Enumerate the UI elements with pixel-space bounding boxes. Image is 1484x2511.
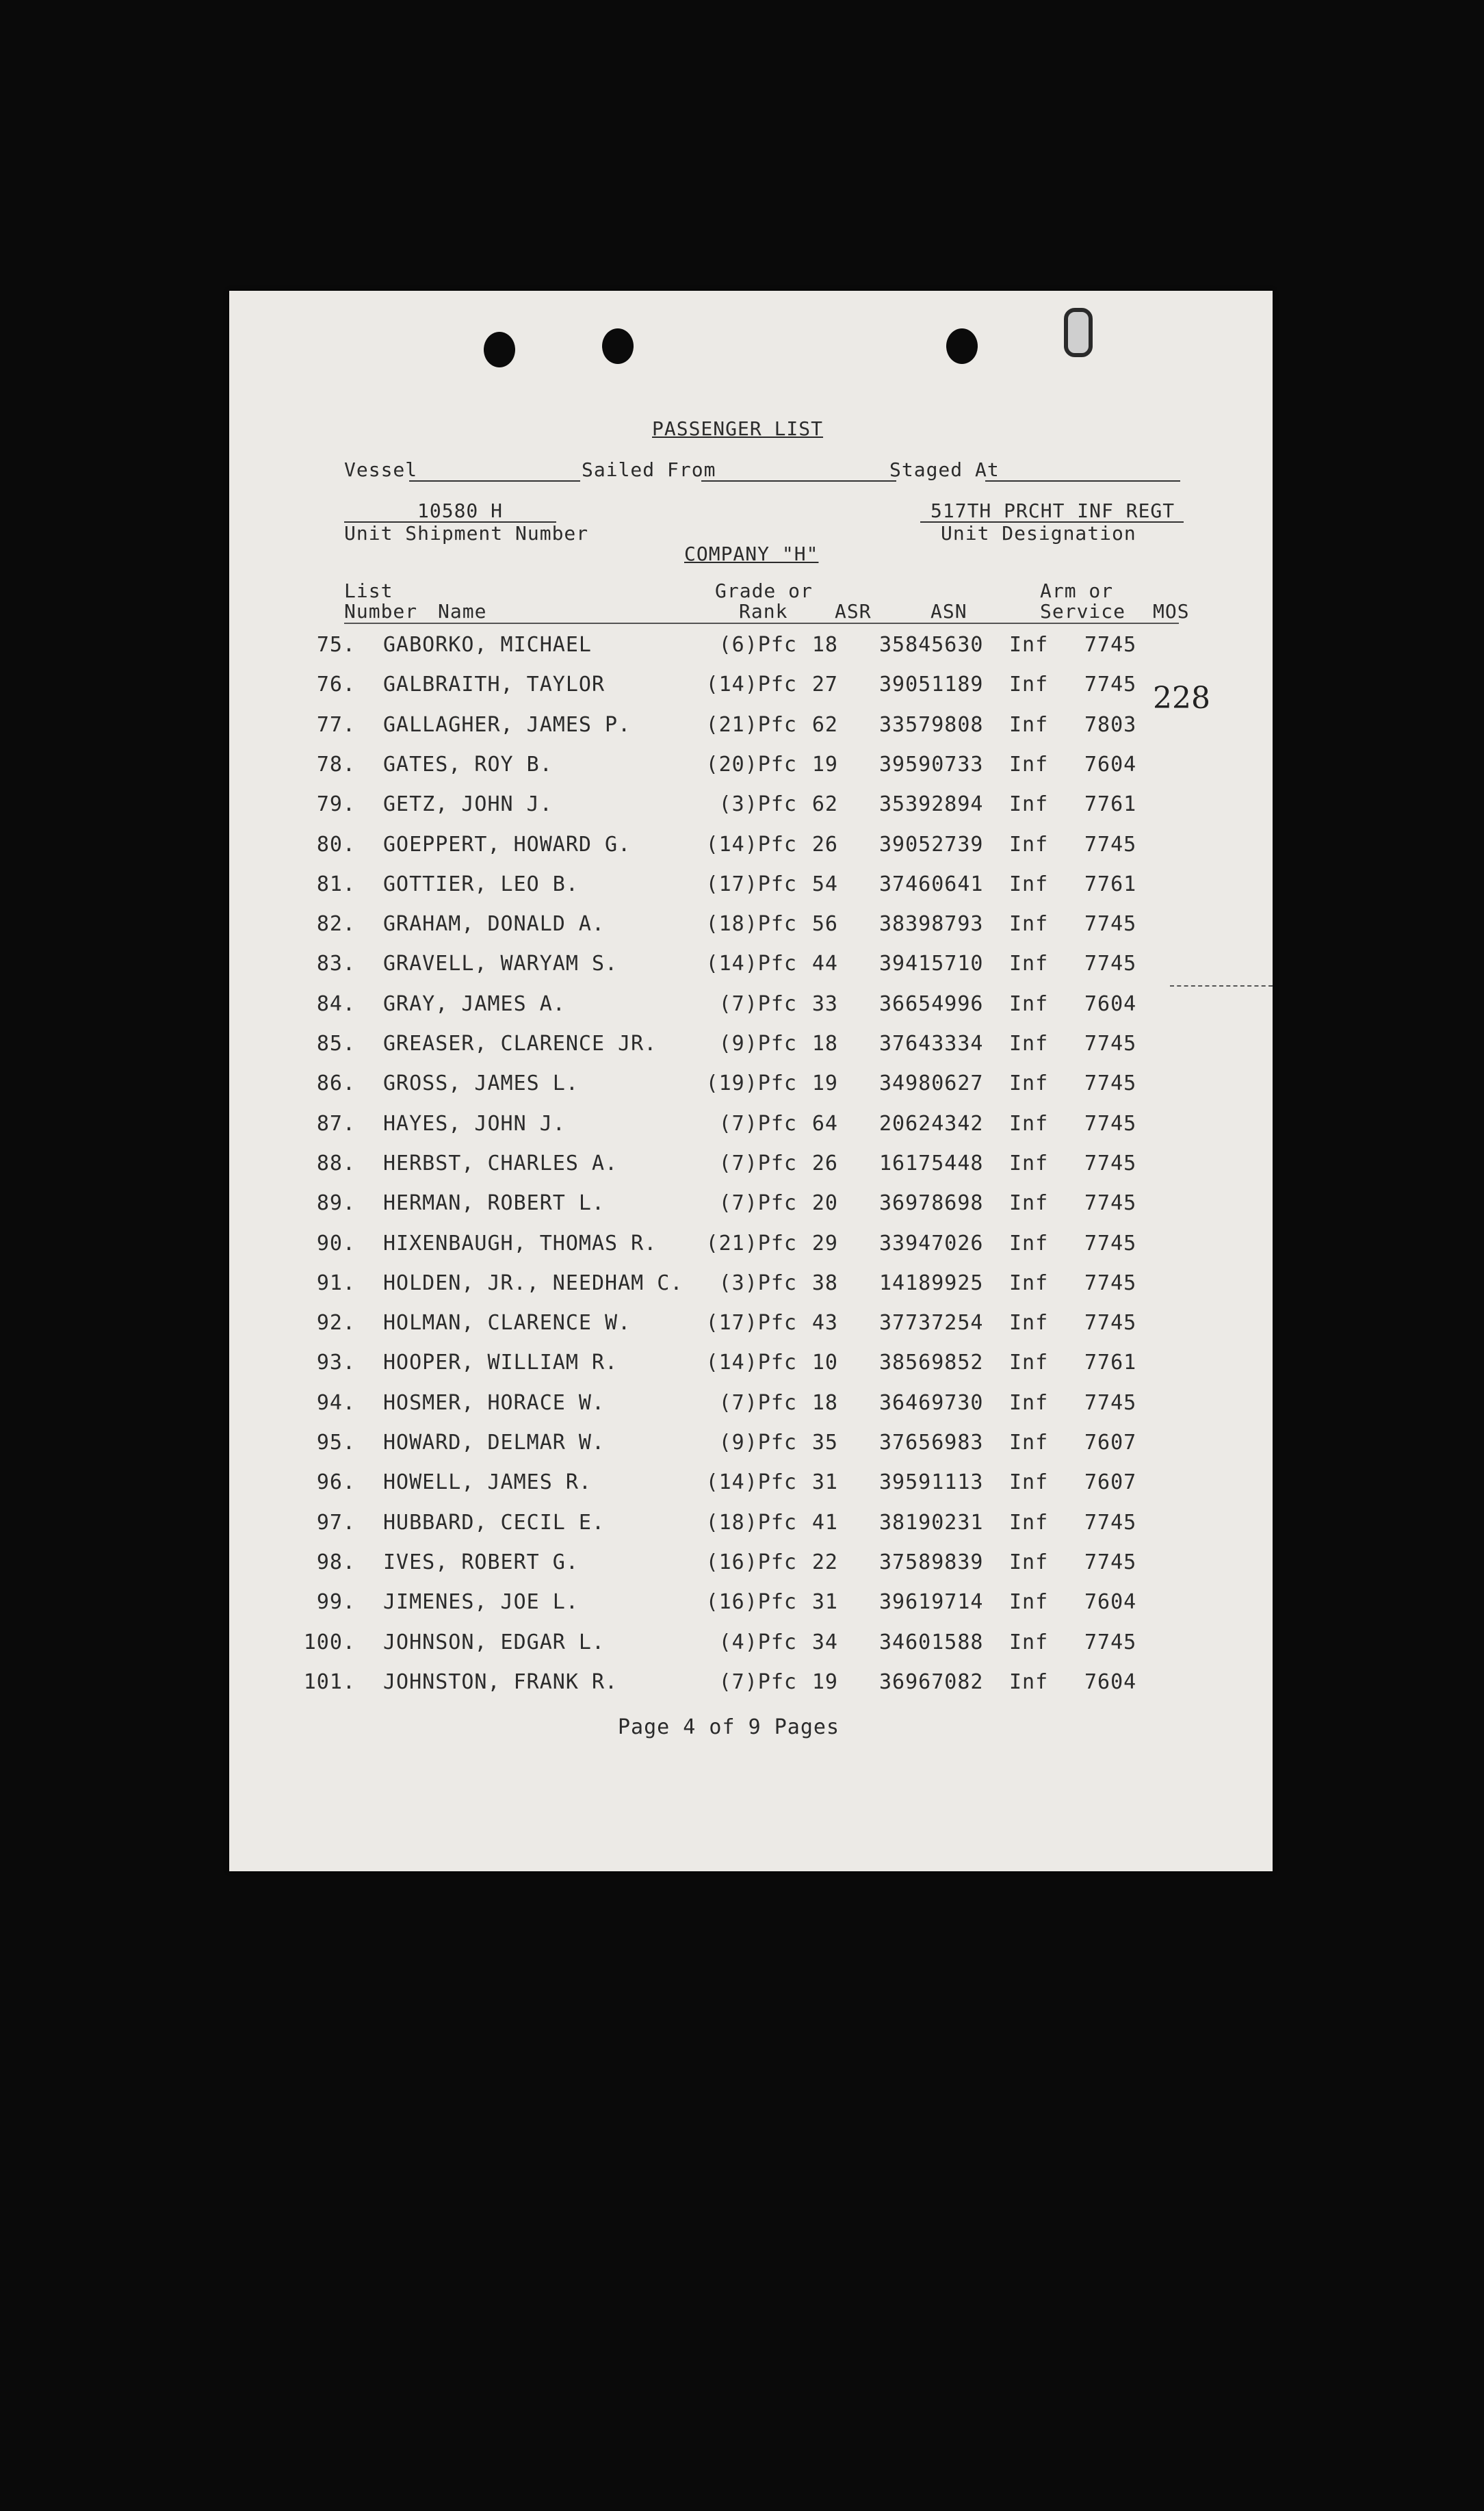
cell-mos: 7607	[1084, 1470, 1137, 1495]
cell-arm: Inf	[1009, 872, 1049, 896]
cell-asr: 20	[811, 1191, 838, 1216]
cell-rank: (7)Pfc	[718, 1390, 797, 1415]
cell-mos: 7745	[1084, 1191, 1137, 1216]
cell-name: GALLAGHER, JAMES P.	[383, 712, 632, 737]
cell-name: HIXENBAUGH, THOMAS R.	[383, 1231, 658, 1256]
cell-rank: (18)Pfc	[705, 912, 797, 937]
page-title: PASSENGER LIST	[652, 417, 824, 440]
cell-rank: (14)Pfc	[705, 1351, 797, 1375]
cell-arm: Inf	[1009, 1231, 1049, 1256]
staged-at-line	[985, 480, 1180, 482]
cell-arm: Inf	[1009, 991, 1049, 1016]
cell-asn: 38190231	[879, 1510, 984, 1535]
cell-arm: Inf	[1009, 712, 1049, 737]
vessel-label: Vessel	[344, 458, 418, 481]
cell-arm: Inf	[1009, 1111, 1049, 1136]
cell-name: HERMAN, ROBERT L.	[383, 1191, 606, 1216]
cell-mos: 7745	[1084, 673, 1137, 697]
cell-arm: Inf	[1009, 752, 1049, 777]
grade-header-bottom: Rank	[739, 600, 788, 623]
cell-asr: 31	[811, 1590, 838, 1615]
cell-mos: 7604	[1084, 991, 1137, 1016]
cell-rank: (7)Pfc	[718, 1191, 797, 1216]
unit-shipment-number: 10580 H	[417, 499, 504, 522]
cell-num: 94.	[316, 1390, 356, 1415]
cell-num: 95.	[316, 1431, 356, 1455]
cell-asr: 18	[811, 1032, 838, 1056]
cell-asr: 19	[811, 1669, 838, 1694]
cell-asr: 26	[811, 832, 838, 857]
cell-rank: (16)Pfc	[705, 1590, 797, 1615]
cell-asr: 33	[811, 991, 838, 1016]
cell-mos: 7607	[1084, 1431, 1137, 1455]
cell-arm: Inf	[1009, 1550, 1049, 1574]
cell-arm: Inf	[1009, 1151, 1049, 1175]
cell-name: JOHNSTON, FRANK R.	[383, 1669, 619, 1694]
page-footer: Page 4 of 9 Pages	[618, 1715, 840, 1739]
cell-asr: 62	[811, 792, 838, 817]
cell-asn: 38569852	[879, 1351, 984, 1375]
cell-asr: 31	[811, 1470, 838, 1495]
cell-mos: 7745	[1084, 952, 1137, 976]
cell-name: GATES, ROY B.	[383, 752, 553, 777]
cell-asn: 39591113	[879, 1470, 984, 1495]
punch-hole	[946, 328, 978, 364]
mos-header: MOS	[1153, 600, 1190, 623]
asn-header: ASN	[930, 600, 967, 623]
cell-arm: Inf	[1009, 1071, 1049, 1096]
cell-rank: (14)Pfc	[705, 952, 797, 976]
cell-asn: 35845630	[879, 633, 984, 657]
cell-arm: Inf	[1009, 952, 1049, 976]
cell-num: 93.	[316, 1351, 356, 1375]
cell-num: 86.	[316, 1071, 356, 1096]
cell-mos: 7761	[1084, 792, 1137, 817]
cell-num: 77.	[316, 712, 356, 737]
cell-name: GETZ, JOHN J.	[383, 792, 553, 817]
cell-rank: (9)Pfc	[718, 1431, 797, 1455]
cell-rank: (6)Pfc	[718, 633, 797, 657]
cell-arm: Inf	[1009, 633, 1049, 657]
cell-name: GRAHAM, DONALD A.	[383, 912, 606, 937]
cell-rank: (14)Pfc	[705, 832, 797, 857]
cell-asr: 19	[811, 1071, 838, 1096]
cell-name: HOLMAN, CLARENCE W.	[383, 1311, 632, 1336]
cell-asr: 19	[811, 752, 838, 777]
cell-rank: (7)Pfc	[718, 1111, 797, 1136]
grade-header-top: Grade or	[715, 580, 813, 602]
cell-rank: (4)Pfc	[718, 1630, 797, 1654]
cell-mos: 7745	[1084, 832, 1137, 857]
cell-name: HAYES, JOHN J.	[383, 1111, 566, 1136]
arm-header-bottom: Service	[1040, 600, 1126, 623]
cell-name: GABORKO, MICHAEL	[383, 633, 592, 657]
cell-name: JIMENES, JOE L.	[383, 1590, 579, 1615]
cell-asr: 54	[811, 872, 838, 896]
cell-asr: 10	[811, 1351, 838, 1375]
cell-asr: 41	[811, 1510, 838, 1535]
cell-name: HOLDEN, JR., NEEDHAM C.	[383, 1271, 684, 1295]
cell-rank: (19)Pfc	[705, 1071, 797, 1096]
cell-asn: 39619714	[879, 1590, 984, 1615]
cell-mos: 7745	[1084, 1071, 1137, 1096]
list-header-bottom: Number	[344, 600, 418, 623]
cell-rank: (9)Pfc	[718, 1032, 797, 1056]
cell-rank: (17)Pfc	[705, 1311, 797, 1336]
asr-header: ASR	[835, 600, 872, 623]
cell-asn: 33579808	[879, 712, 984, 737]
cell-arm: Inf	[1009, 1390, 1049, 1415]
cell-rank: (20)Pfc	[705, 752, 797, 777]
cell-num: 80.	[316, 832, 356, 857]
cell-asn: 37589839	[879, 1550, 984, 1574]
cell-mos: 7745	[1084, 1311, 1137, 1336]
cell-asn: 36469730	[879, 1390, 984, 1415]
cell-rank: (18)Pfc	[705, 1510, 797, 1535]
cell-num: 99.	[316, 1590, 356, 1615]
cell-name: JOHNSON, EDGAR L.	[383, 1630, 606, 1654]
cell-rank: (14)Pfc	[705, 673, 797, 697]
unit-designation-label: Unit Designation	[941, 522, 1136, 545]
cell-arm: Inf	[1009, 1431, 1049, 1455]
cell-mos: 7745	[1084, 1111, 1137, 1136]
cell-name: IVES, ROBERT G.	[383, 1550, 579, 1574]
cell-num: 85.	[316, 1032, 356, 1056]
cell-asn: 37737254	[879, 1311, 984, 1336]
cell-num: 101.	[303, 1669, 356, 1694]
cell-arm: Inf	[1009, 792, 1049, 817]
cell-name: GOTTIER, LEO B.	[383, 872, 579, 896]
cell-mos: 7745	[1084, 1231, 1137, 1256]
company-label: COMPANY "H"	[684, 543, 819, 565]
cell-name: GALBRAITH, TAYLOR	[383, 673, 606, 697]
cell-asr: 38	[811, 1271, 838, 1295]
cell-arm: Inf	[1009, 1191, 1049, 1216]
cell-asn: 37460641	[879, 872, 984, 896]
name-header: Name	[438, 600, 487, 623]
cell-asr: 44	[811, 952, 838, 976]
cell-name: HOSMER, HORACE W.	[383, 1390, 606, 1415]
cell-name: HOWELL, JAMES R.	[383, 1470, 592, 1495]
cell-rank: (7)Pfc	[718, 991, 797, 1016]
cell-num: 75.	[316, 633, 356, 657]
cell-asn: 34980627	[879, 1071, 984, 1096]
cell-asr: 18	[811, 633, 838, 657]
cell-asr: 22	[811, 1550, 838, 1574]
cell-asn: 39051189	[879, 673, 984, 697]
cell-num: 100.	[303, 1630, 356, 1654]
cell-asn: 39590733	[879, 752, 984, 777]
cell-arm: Inf	[1009, 912, 1049, 937]
cell-arm: Inf	[1009, 1311, 1049, 1336]
cell-arm: Inf	[1009, 1271, 1049, 1295]
cell-rank: (16)Pfc	[705, 1550, 797, 1574]
cell-rank: (17)Pfc	[705, 872, 797, 896]
cell-asr: 62	[811, 712, 838, 737]
cell-rank: (21)Pfc	[705, 712, 797, 737]
staged-at-label: Staged At	[889, 458, 1000, 481]
cell-mos: 7745	[1084, 1271, 1137, 1295]
cell-asr: 29	[811, 1231, 838, 1256]
header-rule	[344, 623, 1179, 624]
cell-num: 90.	[316, 1231, 356, 1256]
unit-shipment-label: Unit Shipment Number	[344, 522, 589, 545]
cell-num: 96.	[316, 1470, 356, 1495]
cell-num: 91.	[316, 1271, 356, 1295]
list-header-top: List	[344, 580, 393, 602]
cell-arm: Inf	[1009, 1351, 1049, 1375]
cell-asn: 36978698	[879, 1191, 984, 1216]
cell-num: 76.	[316, 673, 356, 697]
cell-mos: 7803	[1084, 712, 1137, 737]
cell-asn: 33947026	[879, 1231, 984, 1256]
cell-asr: 34	[811, 1630, 838, 1654]
cell-num: 81.	[316, 872, 356, 896]
cell-rank: (7)Pfc	[718, 1669, 797, 1694]
cell-name: GOEPPERT, HOWARD G.	[383, 832, 632, 857]
cell-mos: 7745	[1084, 1390, 1137, 1415]
cell-arm: Inf	[1009, 1669, 1049, 1694]
cell-mos: 7761	[1084, 872, 1137, 896]
cell-mos: 7745	[1084, 1151, 1137, 1175]
cell-name: GROSS, JAMES L.	[383, 1071, 579, 1096]
cell-mos: 7745	[1084, 1550, 1137, 1574]
sailed-from-label: Sailed From	[582, 458, 716, 481]
punch-hole	[602, 328, 634, 364]
vessel-line	[409, 480, 580, 482]
cell-mos: 7745	[1084, 1032, 1137, 1056]
cell-rank: (14)Pfc	[705, 1470, 797, 1495]
cell-asn: 14189925	[879, 1271, 984, 1295]
cell-num: 88.	[316, 1151, 356, 1175]
cell-arm: Inf	[1009, 1630, 1049, 1654]
cell-name: HUBBARD, CECIL E.	[383, 1510, 606, 1535]
cell-arm: Inf	[1009, 1470, 1049, 1495]
cell-asn: 39415710	[879, 952, 984, 976]
cell-num: 92.	[316, 1311, 356, 1336]
margin-mark	[1170, 985, 1273, 987]
punch-hole	[484, 332, 515, 367]
cell-num: 89.	[316, 1191, 356, 1216]
document-page	[229, 291, 1273, 1871]
cell-name: GRAVELL, WARYAM S.	[383, 952, 619, 976]
cell-arm: Inf	[1009, 1032, 1049, 1056]
cell-mos: 7745	[1084, 912, 1137, 937]
sailed-from-line	[701, 480, 896, 482]
cell-num: 87.	[316, 1111, 356, 1136]
cell-rank: (21)Pfc	[705, 1231, 797, 1256]
cell-mos: 7745	[1084, 633, 1137, 657]
cell-mos: 7745	[1084, 1510, 1137, 1535]
cell-asn: 36967082	[879, 1669, 984, 1694]
cell-num: 97.	[316, 1510, 356, 1535]
cell-asn: 39052739	[879, 832, 984, 857]
paper-clip	[1064, 308, 1093, 357]
arm-header-top: Arm or	[1040, 580, 1114, 602]
cell-asn: 34601588	[879, 1630, 984, 1654]
cell-asn: 20624342	[879, 1111, 984, 1136]
cell-name: HERBST, CHARLES A.	[383, 1151, 619, 1175]
cell-name: GREASER, CLARENCE JR.	[383, 1032, 658, 1056]
cell-rank: (3)Pfc	[718, 1271, 797, 1295]
unit-designation: 517TH PRCHT INF REGT	[930, 499, 1175, 522]
cell-num: 82.	[316, 912, 356, 937]
cell-asr: 26	[811, 1151, 838, 1175]
cell-rank: (3)Pfc	[718, 792, 797, 817]
cell-asn: 16175448	[879, 1151, 984, 1175]
cell-asr: 18	[811, 1390, 838, 1415]
cell-asn: 38398793	[879, 912, 984, 937]
cell-mos: 7604	[1084, 1669, 1137, 1694]
cell-asr: 56	[811, 912, 838, 937]
cell-mos: 7604	[1084, 752, 1137, 777]
cell-mos: 7761	[1084, 1351, 1137, 1375]
cell-asr: 27	[811, 673, 838, 697]
cell-name: GRAY, JAMES A.	[383, 991, 566, 1016]
cell-arm: Inf	[1009, 1510, 1049, 1535]
cell-arm: Inf	[1009, 673, 1049, 697]
cell-arm: Inf	[1009, 832, 1049, 857]
cell-name: HOWARD, DELMAR W.	[383, 1431, 606, 1455]
cell-asn: 37643334	[879, 1032, 984, 1056]
cell-num: 79.	[316, 792, 356, 817]
cell-asr: 43	[811, 1311, 838, 1336]
cell-num: 84.	[316, 991, 356, 1016]
cell-rank: (7)Pfc	[718, 1151, 797, 1175]
cell-asn: 35392894	[879, 792, 984, 817]
cell-num: 78.	[316, 752, 356, 777]
cell-num: 98.	[316, 1550, 356, 1574]
cell-mos: 7604	[1084, 1590, 1137, 1615]
cell-asn: 37656983	[879, 1431, 984, 1455]
cell-asr: 64	[811, 1111, 838, 1136]
cell-asn: 36654996	[879, 991, 984, 1016]
handwritten-page-number: 228	[1153, 681, 1210, 716]
cell-name: HOOPER, WILLIAM R.	[383, 1351, 619, 1375]
cell-num: 83.	[316, 952, 356, 976]
cell-arm: Inf	[1009, 1590, 1049, 1615]
cell-mos: 7745	[1084, 1630, 1137, 1654]
cell-asr: 35	[811, 1431, 838, 1455]
